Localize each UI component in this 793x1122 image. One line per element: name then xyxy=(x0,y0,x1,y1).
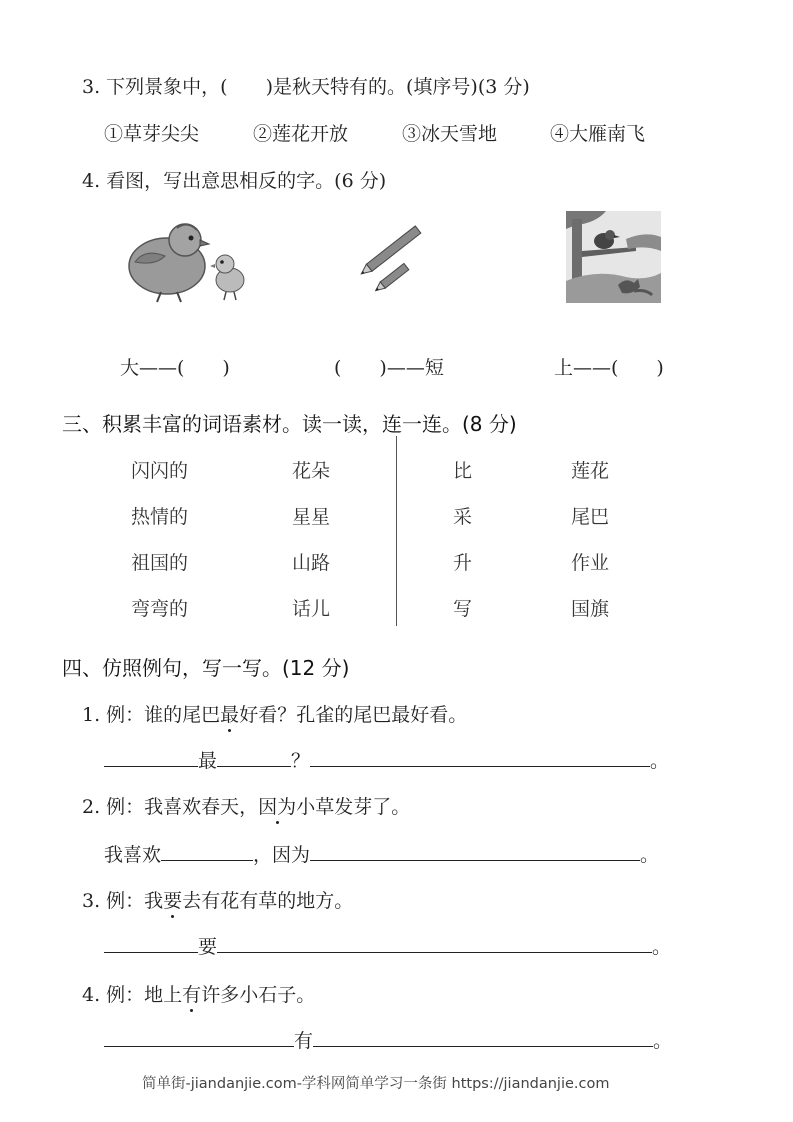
blank-field[interactable] xyxy=(310,748,650,767)
blank-field[interactable] xyxy=(104,934,198,953)
long-and-short-pencils-illustration xyxy=(355,222,435,294)
word-left1: 热情的 xyxy=(131,506,189,528)
word-right1: 升 xyxy=(453,552,473,574)
q3-option-1: ①草芽尖尖 xyxy=(104,123,200,145)
word-right2: 尾巴 xyxy=(571,506,610,528)
q4-stem: 4. 看图，写出意思相反的字。(6 分) xyxy=(82,170,387,192)
answer-line-2: 我喜欢 ，因为 。 xyxy=(104,844,660,866)
section-3-title: 三、积累丰富的词语素材。读一读，连一连。(8 分) xyxy=(62,412,517,436)
blank-field[interactable] xyxy=(161,842,253,861)
word-left2: 星星 xyxy=(292,506,331,528)
word-right2: 莲花 xyxy=(571,460,610,482)
word-right1: 采 xyxy=(453,506,473,528)
antonym-pair-up: 上——( ) xyxy=(554,357,664,379)
word-right2: 作业 xyxy=(571,552,610,574)
blank-field[interactable] xyxy=(310,842,640,861)
word-left1: 祖国的 xyxy=(131,552,189,574)
q3-stem: 3. 下列景象中，( )是秋天特有的。(填序号)(3 分) xyxy=(82,76,530,98)
blank-field[interactable] xyxy=(217,748,291,767)
blank-field[interactable] xyxy=(217,934,652,953)
example-sentence-1: 1. 例：谁的尾巴最好看？孔雀的尾巴最好看。 xyxy=(82,704,468,726)
footer-watermark: 简单街-jiandanjie.com-学科网简单学习一条街 https://jiandanjie.com xyxy=(142,1076,610,1092)
blank-field[interactable] xyxy=(104,1028,294,1047)
hen-and-chick-illustration xyxy=(125,218,255,308)
word-left2: 话儿 xyxy=(292,598,331,620)
example-sentence-2: 2. 例：我喜欢春天，因为小草发芽了。 xyxy=(82,796,411,818)
word-left2: 花朵 xyxy=(292,460,331,482)
antonym-pair-short: ( )——短 xyxy=(334,357,444,379)
word-left1: 闪闪的 xyxy=(131,460,189,482)
answer-line-4: 有 。 xyxy=(104,1026,672,1053)
q3-option-3: ③冰天雪地 xyxy=(402,123,498,145)
section-4-title: 四、仿照例句，写一写。(12 分) xyxy=(62,656,350,680)
q3-option-4: ④大雁南飞 xyxy=(550,123,646,145)
example-sentence-3: 3. 例：我要去有花有草的地方。 xyxy=(82,890,354,912)
antonym-pair-big: 大——( ) xyxy=(120,357,230,379)
answer-line-1: 最 ？ 。 xyxy=(104,746,669,773)
example-sentence-4: 4. 例：地上有许多小石子。 xyxy=(82,984,316,1006)
answer-line-3: 要 。 xyxy=(104,932,671,959)
q3-option-2: ②莲花开放 xyxy=(253,123,349,145)
word-left1: 弯弯的 xyxy=(131,598,189,620)
bird-in-tree-and-fox-illustration xyxy=(566,211,661,303)
word-right1: 比 xyxy=(453,460,473,482)
word-right1: 写 xyxy=(453,598,473,620)
blank-field[interactable] xyxy=(313,1028,653,1047)
blank-field[interactable] xyxy=(104,748,198,767)
column-divider xyxy=(396,436,397,626)
word-left2: 山路 xyxy=(292,552,331,574)
word-right2: 国旗 xyxy=(571,598,610,620)
